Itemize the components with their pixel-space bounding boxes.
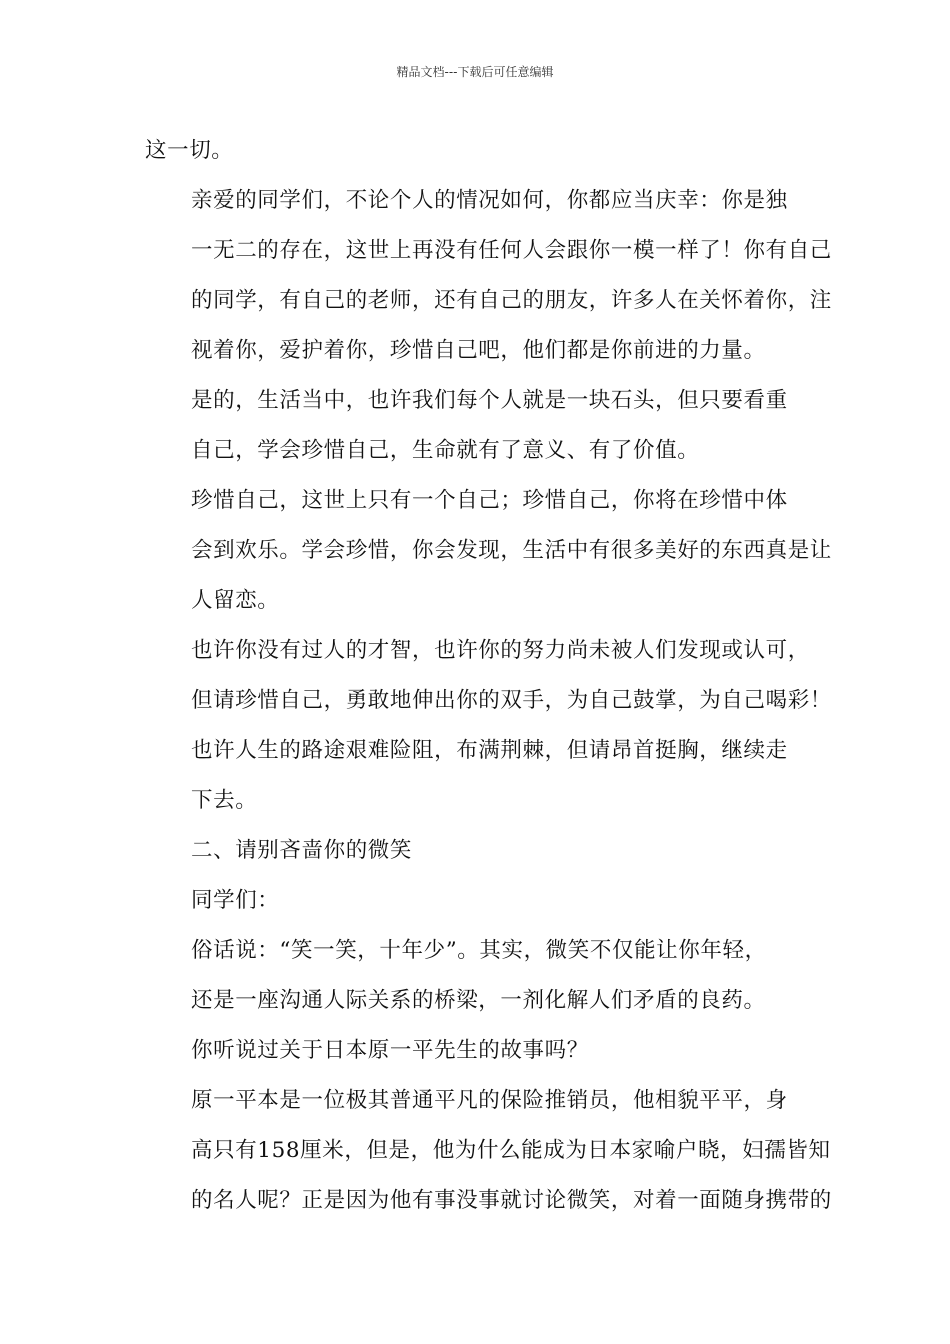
text-line: 亲爱的同学们，不论个人的情况如何，你都应当庆幸：你是独 bbox=[191, 188, 788, 213]
paragraph bbox=[145, 926, 809, 1026]
text-line: 人留恋。 bbox=[191, 588, 280, 613]
page-header: 精品文档---下载后可任意编辑 bbox=[396, 65, 554, 79]
text-line: 二、请别吝啬你的微笑 bbox=[191, 838, 413, 863]
paragraph bbox=[145, 876, 809, 926]
text-line: 你听说过关于日本原一平先生的故事吗？ bbox=[191, 1038, 589, 1063]
paragraph bbox=[145, 726, 809, 826]
text-line: 一无二的存在，这世上再没有任何人会跟你一模一样了！你有自己 bbox=[191, 238, 832, 263]
paragraph bbox=[145, 1026, 809, 1076]
text-line: 会到欢乐。学会珍惜，你会发现，生活中有很多美好的东西真是让 bbox=[191, 538, 832, 563]
paragraph bbox=[145, 626, 832, 726]
paragraph bbox=[145, 1076, 832, 1226]
paragraph bbox=[145, 376, 809, 476]
text-line: 是的，生活当中，也许我们每个人就是一块石头，但只要看重 bbox=[191, 388, 788, 413]
text-line: 高只有158厘米，但是，他为什么能成为日本家喻户晓，妇孺皆知 bbox=[191, 1138, 831, 1163]
text-line: 还是一座沟通人际关系的桥梁，一剂化解人们矛盾的良药。 bbox=[191, 988, 766, 1013]
text-line: 的名人呢？正是因为他有事没事就讨论微笑，对着一面随身携带的 bbox=[191, 1188, 832, 1213]
text-line: 珍惜自己，这世上只有一个自己；珍惜自己，你将在珍惜中体 bbox=[191, 488, 788, 513]
text-line: 自己，学会珍惜自己，生命就有了意义、有了价值。 bbox=[191, 438, 700, 463]
text-line: 也许你没有过人的才智，也许你的努力尚未被人们发现或认可， bbox=[191, 638, 810, 663]
text-line: 的同学，有自己的老师，还有自己的朋友，许多人在关怀着你，注 bbox=[191, 288, 832, 313]
paragraph bbox=[145, 476, 832, 626]
text-line: 俗话说：“笑一笑，十年少”。其实，微笑不仅能让你年轻， bbox=[191, 938, 767, 963]
text-line: 同学们： bbox=[191, 888, 280, 913]
text-line: 但请珍惜自己，勇敢地伸出你的双手，为自己鼓掌，为自己喝彩！ bbox=[191, 688, 832, 713]
paragraph bbox=[145, 826, 809, 876]
text-line: 这一切。 bbox=[145, 138, 234, 163]
paragraph bbox=[145, 126, 809, 176]
text-line: 原一平本是一位极其普通平凡的保险推销员，他相貌平平，身 bbox=[191, 1088, 788, 1113]
paragraph bbox=[145, 176, 832, 376]
text-line: 视着你，爱护着你，珍惜自己吧，他们都是你前进的力量。 bbox=[191, 338, 766, 363]
document-body bbox=[145, 126, 832, 1226]
text-line: 下去。 bbox=[191, 788, 258, 813]
text-line: 也许人生的路途艰难险阻，布满荆棘，但请昂首挺胸，继续走 bbox=[191, 738, 788, 763]
